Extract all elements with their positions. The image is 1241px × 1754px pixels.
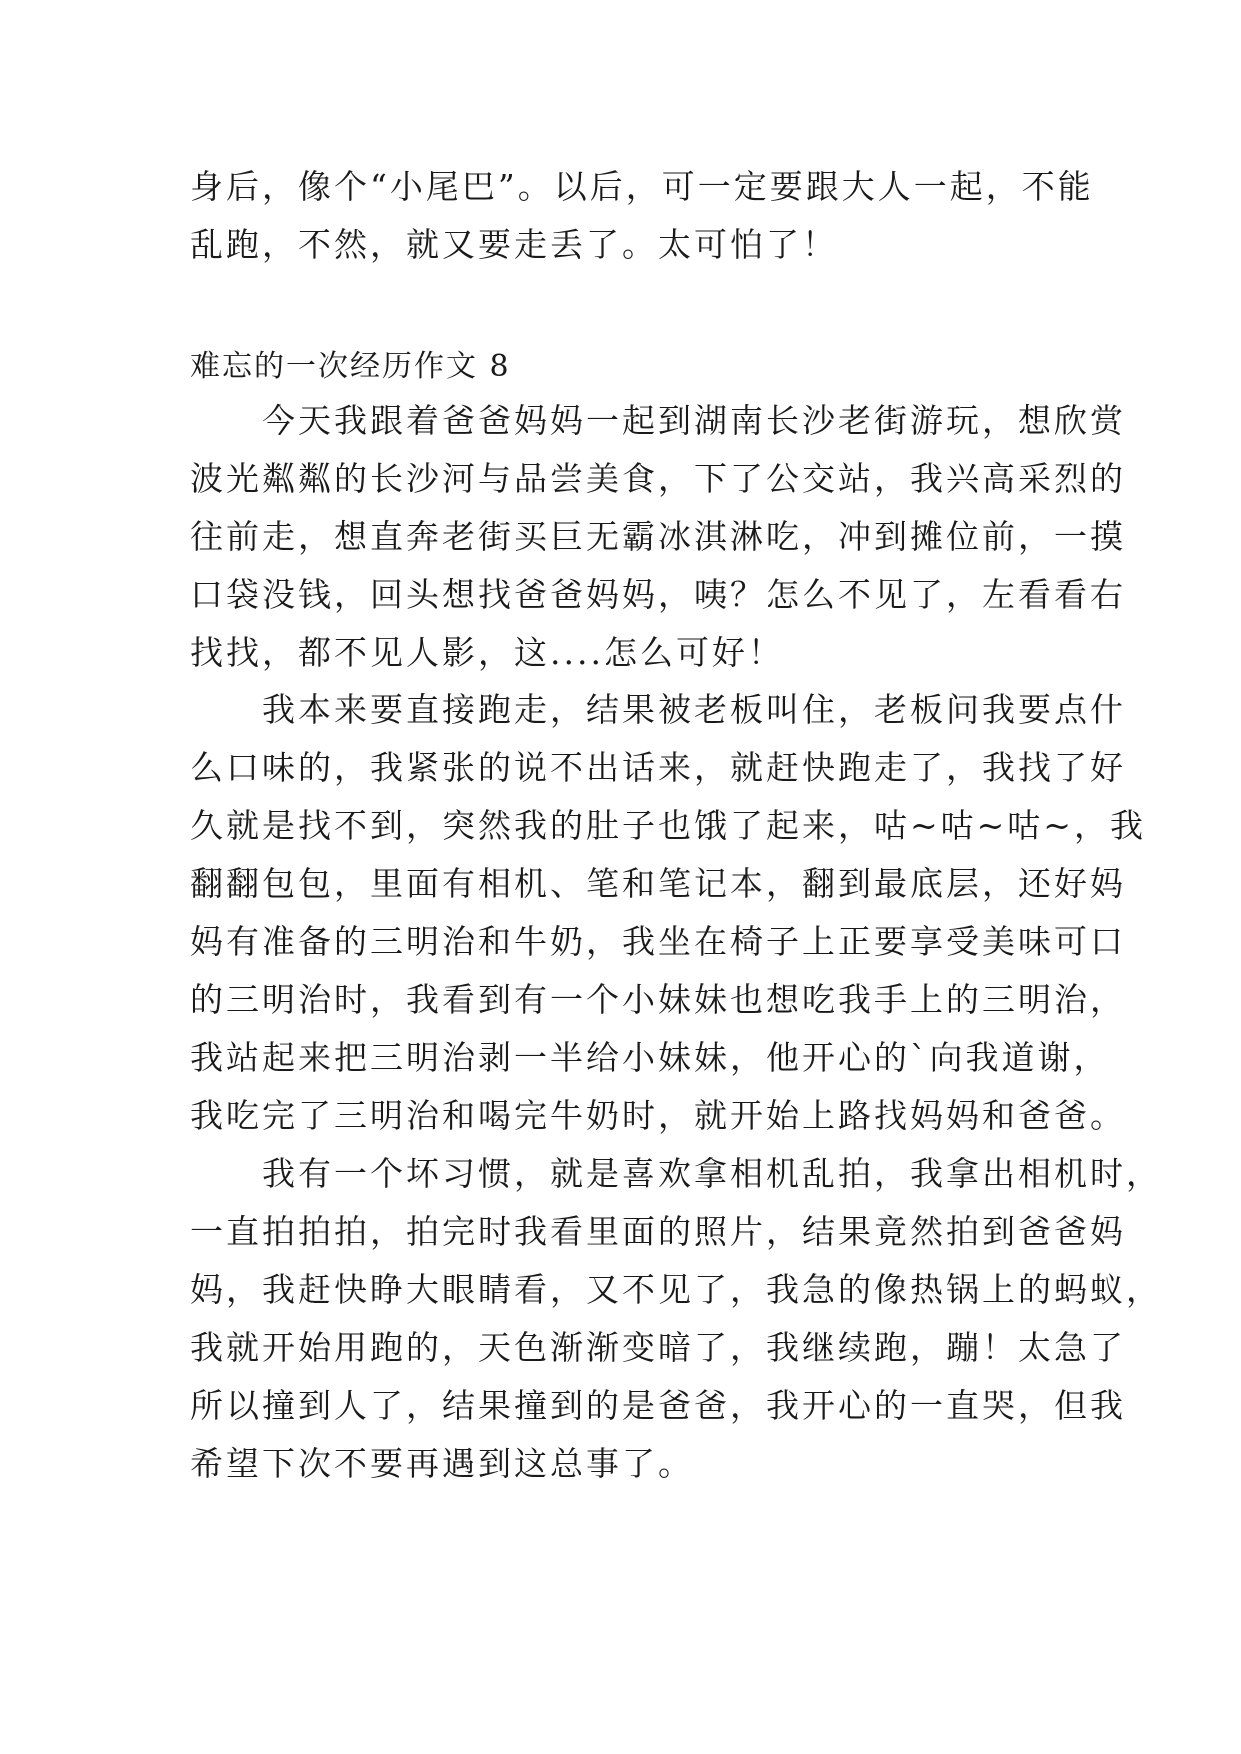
- text-line: 所以撞到人了，结果撞到的是爸爸，我开心的一直哭，但我: [190, 1386, 1126, 1425]
- text-line: 一直拍拍拍，拍完时我看里面的照片，结果竟然拍到爸爸妈: [190, 1212, 1126, 1251]
- text-line: 的三明治时，我看到有一个小妹妹也想吃我手上的三明治，: [190, 980, 1126, 1019]
- paragraph-3: [190, 1145, 1162, 1493]
- text-line: 我有一个坏习惯，就是喜欢拿相机乱拍，我拿出相机时，: [190, 1154, 1162, 1193]
- text-line: 身后，像个“小尾巴”。以后，可一定要跟大人一起，不能: [190, 167, 1094, 206]
- text-line: 我就开始用跑的，天色渐渐变暗了，我继续跑，蹦！太急了: [190, 1328, 1126, 1367]
- paragraph-1: [190, 392, 1126, 682]
- paragraph-2: [190, 681, 1146, 1145]
- text-line: 妈有准备的三明治和牛奶，我坐在椅子上正要享受美味可口: [190, 922, 1126, 961]
- text-line: 我站起来把三明治剥一半给小妹妹，他开心的`向我道谢，: [190, 1038, 1110, 1077]
- text-line: 翻翻包包，里面有相机、笔和笔记本，翻到最底层，还好妈: [190, 864, 1126, 903]
- text-line: 找找，都不见人影，这....怎么可好！: [190, 633, 784, 672]
- text-line: 我本来要直接跑走，结果被老板叫住，老板问我要点什: [190, 690, 1126, 729]
- text-line: 乱跑，不然，就又要走丢了。太可怕了！: [190, 225, 838, 264]
- text-line: 波光粼粼的长沙河与品尝美食，下了公交站，我兴高采烈的: [190, 459, 1126, 498]
- section-title: [190, 338, 1070, 396]
- text-line: 么口味的，我紧张的说不出话来，就赶快跑走了，我找了好: [190, 748, 1126, 787]
- text-line: 今天我跟着爸爸妈妈一起到湖南长沙老街游玩，想欣赏: [190, 401, 1126, 440]
- text-line: 久就是找不到，突然我的肚子也饿了起来，咕~咕~咕~，我: [190, 806, 1146, 845]
- text-line: 我吃完了三明治和喝完牛奶时，就开始上路找妈妈和爸爸。: [190, 1096, 1126, 1135]
- text-line: 希望下次不要再遇到这总事了。: [190, 1444, 694, 1483]
- text-line: 妈，我赶快睁大眼睛看，又不见了，我急的像热锅上的蚂蚁，: [190, 1270, 1162, 1309]
- section-title-text: 难忘的一次经历作文 8: [190, 349, 511, 384]
- continuation-paragraph: [190, 158, 1094, 274]
- text-line: 往前走，想直奔老街买巨无霸冰淇淋吃，冲到摊位前，一摸: [190, 517, 1126, 556]
- text-line: 口袋没钱，回头想找爸爸妈妈，咦？怎么不见了，左看看右: [190, 575, 1126, 614]
